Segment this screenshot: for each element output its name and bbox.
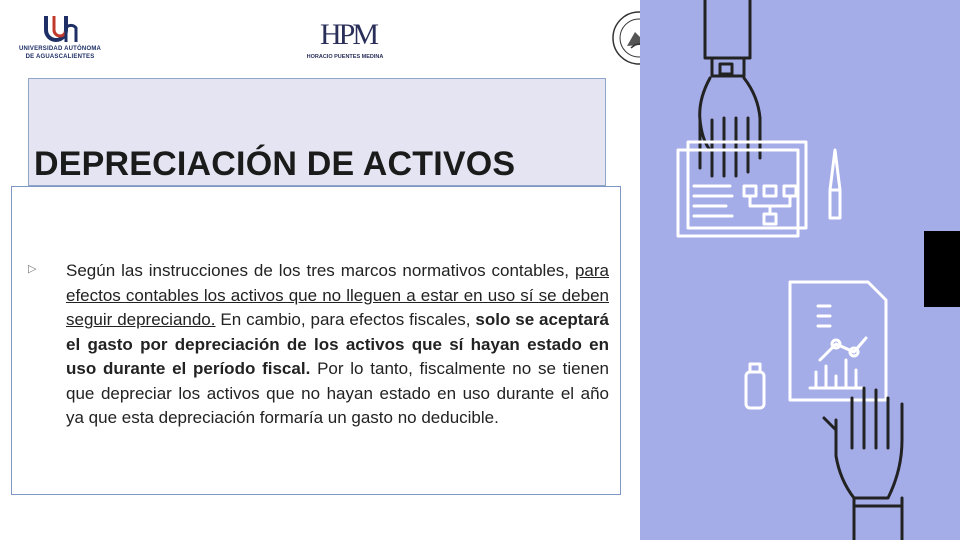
paragraph-part-3: En cambio, para efectos fiscales,: [220, 310, 471, 329]
uaa-line-2: DE AGUASCALIENTES: [25, 54, 95, 60]
paragraph-bold: solo se aceptará el gasto por depreciación de los activos que sí hayan estado en uso durante el período fiscal.: [66, 310, 609, 378]
paragraph-part-1: Según las instrucciones de los tres marcos normativos contables,: [66, 261, 570, 280]
uaa-logo: [10, 14, 110, 64]
uaa-emblem-icon: [42, 14, 78, 44]
paragraph-part-5: Por lo tanto, fiscalmente no se tienen que depreciar los activos que no hayan estado en uso durante el año ya que esta depreciación formaría un gasto no deducible.: [66, 359, 609, 427]
hpm-monogram: HPM: [320, 18, 377, 51]
bullet-icon: ▷: [28, 263, 37, 275]
hands-documents-illustration: [640, 0, 960, 540]
body-paragraph: [66, 259, 609, 431]
hpm-caption: HORACIO PUENTES MEDINA: [306, 54, 384, 60]
paragraph-underlined: para efectos contables los activos que no lleguen a estar en uso sí se deben seguir depreciando.: [66, 261, 609, 329]
side-tab: [924, 231, 960, 307]
uaa-line-1: UNIVERSIDAD AUTÓNOMA: [18, 46, 102, 52]
slide-title: DEPRECIACIÓN DE ACTIVOS: [34, 145, 516, 183]
hpm-logo: [290, 18, 400, 64]
illustration-panel: [640, 0, 960, 540]
